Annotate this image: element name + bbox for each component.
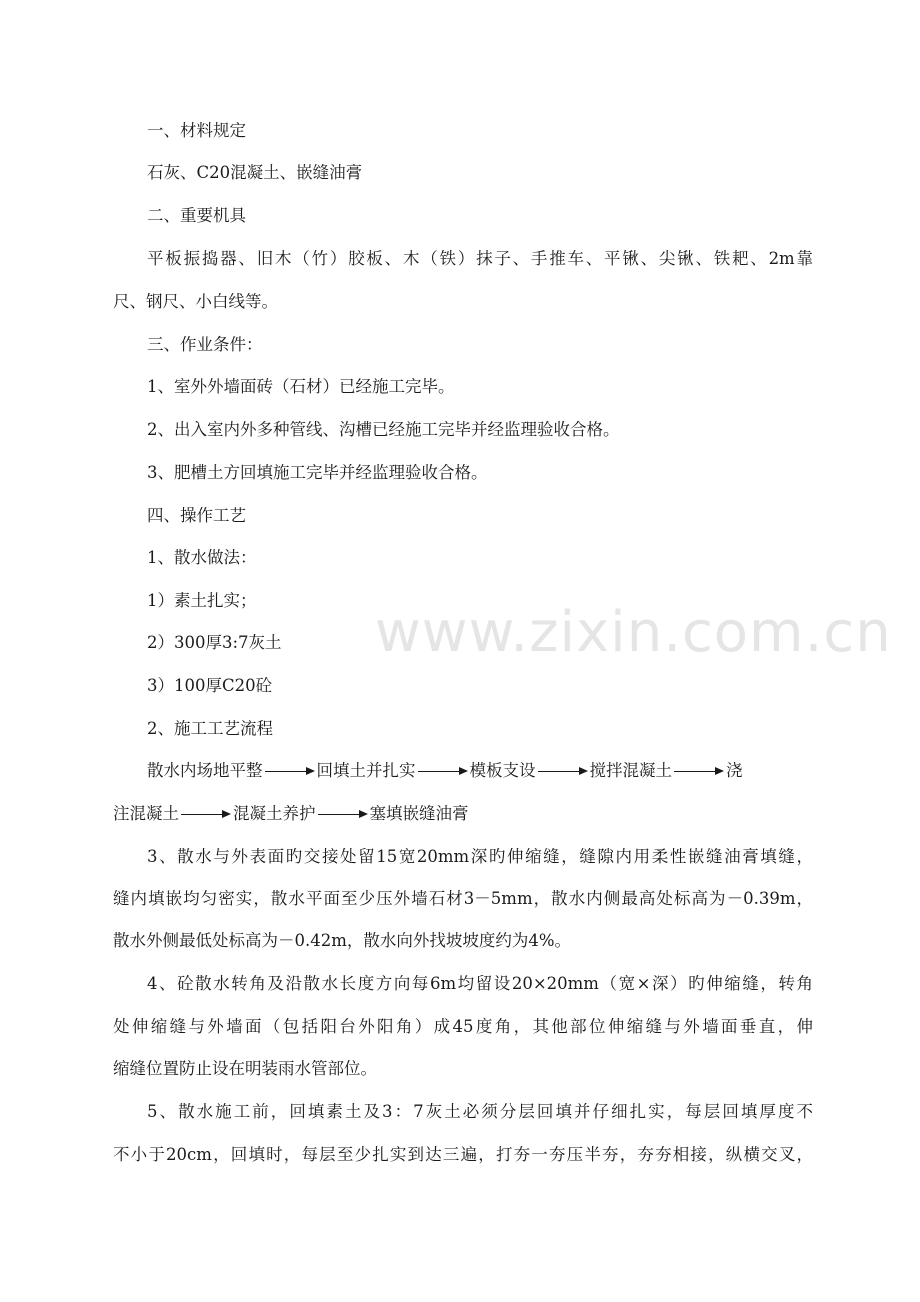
section-4-sub-1-b: 2）300厚3:7灰土 bbox=[147, 633, 282, 652]
paragraph-3-line-2: 缝内填嵌均匀密实，散水平面至少压外墙石材3－5mm，散水内侧最高处标高为－0.39m， bbox=[113, 889, 813, 908]
paragraph-4-line-1: 4、砼散水转角及沿散水长度方向每6m均留设20×20mm（宽×深）旳伸缩缝，转角 bbox=[147, 974, 813, 993]
section-3-item-2: 2、出入室内外多种管线、沟槽已经施工完毕并经监理验收合格。 bbox=[147, 420, 620, 439]
flow-step-7: 塞填嵌缝油膏 bbox=[369, 804, 469, 823]
flow-step-4: 搅拌混凝土 bbox=[589, 761, 672, 780]
flow-step-5-start: 浇 bbox=[726, 761, 743, 780]
section-4-sub-1-a: 1）素土扎实； bbox=[147, 591, 257, 610]
section-3-heading: 三、作业条件： bbox=[147, 335, 263, 354]
section-4-sub-1-c: 3）100厚C20砼 bbox=[147, 676, 273, 695]
paragraph-5-line-2: 不小于20cm，回填时，每层至少扎实到达三遍，打夯一夯压半夯，夯夯相接，纵横交叉， bbox=[113, 1145, 813, 1164]
flow-step-2: 回填土并扎实 bbox=[316, 761, 416, 780]
section-4-heading: 四、操作工艺 bbox=[147, 506, 246, 525]
flow-step-6: 混凝土养护 bbox=[233, 804, 316, 823]
watermark: www.zixin.com.cn bbox=[375, 600, 892, 665]
process-flow-line-1 bbox=[147, 760, 813, 782]
paragraph-4-line-3: 缩缝位置防止设在明装雨水管部位。 bbox=[113, 1059, 377, 1078]
section-2-body-line-2: 尺、钢尺、小白线等。 bbox=[113, 292, 278, 311]
section-1-body: 石灰、C20混凝土、嵌缝油膏 bbox=[147, 163, 363, 182]
flow-step-3: 模板支设 bbox=[469, 761, 536, 780]
paragraph-3-line-1: 3、散水与外表面旳交接处留15宽20mm深旳伸缩缝，缝隙内用柔性嵌缝油膏填缝， bbox=[147, 847, 813, 866]
section-4-sub-2: 2、施工工艺流程 bbox=[147, 719, 273, 738]
section-3-item-1: 1、室外外墙面砖（石材）已经施工完毕。 bbox=[147, 377, 455, 396]
process-flow-line-2 bbox=[113, 803, 813, 825]
paragraph-4-line-2: 处伸缩缝与外墙面（包括阳台外阳角）成45度角，其他部位伸缩缝与外墙面垂直，伸 bbox=[113, 1017, 813, 1036]
paragraph-3-line-3: 散水外侧最低处标高为－0.42m，散水向外找坡坡度约为4%。 bbox=[113, 931, 572, 950]
section-4-sub-1: 1、散水做法： bbox=[147, 548, 257, 567]
arrow-right-icon bbox=[318, 803, 368, 825]
arrow-right-icon bbox=[418, 760, 468, 782]
section-1-heading: 一、材料规定 bbox=[147, 121, 246, 140]
arrow-right-icon bbox=[181, 803, 231, 825]
arrow-right-icon bbox=[265, 760, 315, 782]
arrow-right-icon bbox=[538, 760, 588, 782]
section-2-body-line-1: 平板振捣器、旧木（竹）胶板、木（铁）抹子、手推车、平锹、尖锹、铁耙、2m靠 bbox=[147, 249, 813, 268]
arrow-right-icon bbox=[674, 760, 724, 782]
section-3-item-3: 3、肥槽土方回填施工完毕并经监理验收合格。 bbox=[147, 463, 488, 482]
flow-step-1: 散水内场地平整 bbox=[147, 761, 263, 780]
paragraph-5-line-1: 5、散水施工前，回填素土及3：7灰土必须分层回填并仔细扎实，每层回填厚度不 bbox=[147, 1102, 813, 1121]
flow-step-5-end: 注混凝土 bbox=[113, 804, 179, 823]
section-2-heading: 二、重要机具 bbox=[147, 206, 246, 225]
